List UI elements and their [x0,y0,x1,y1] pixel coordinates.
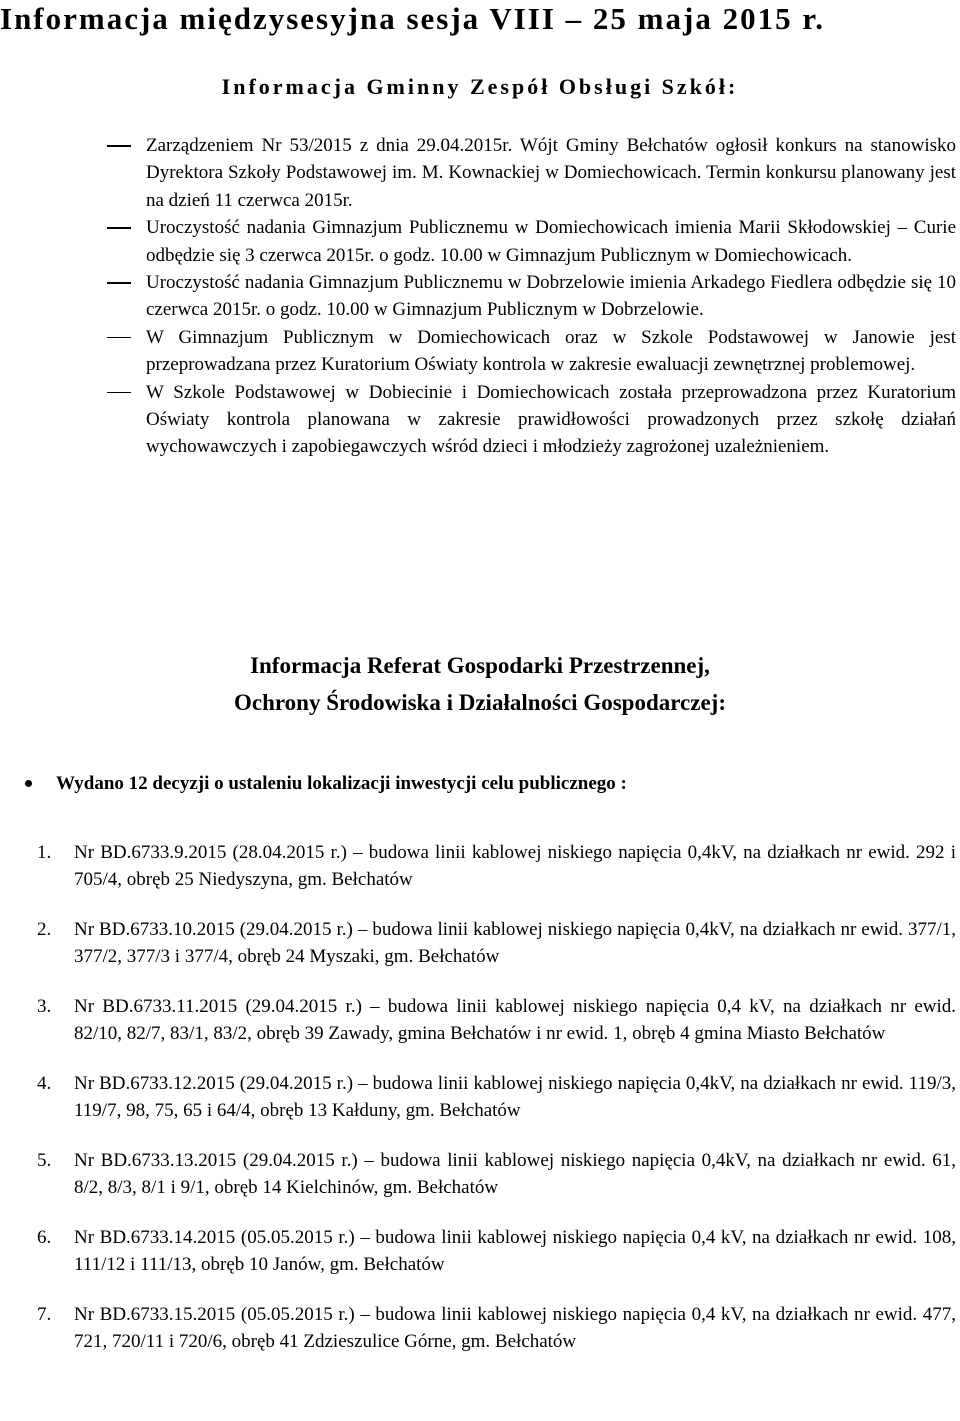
decision-number: 7. [37,1304,52,1325]
dash-marker [107,337,131,339]
list-item-text: Zarządzeniem Nr 53/2015 z dnia 29.04.2015r. Wójt Gminy Bełchatów ogłosił konkurs na stanowisko Dyrektora Szkoły Podstawowej im. M. Kownackiej w Domiechowicach. Termin konkursu planowany jest na dzień 11 czerwca 2015r. [146,135,956,211]
decision-item [0,994,960,1047]
decision-text: Nr BD.6733.13.2015 (29.04.2015 r.) – budowa linii kablowej niskiego napięcia 0,4kV, na działkach nr ewid. 61, 8/2, 8/3, 8/1 i 9/1, obręb 14 Kielchinów, gm. Bełchatów [74,1150,956,1198]
list-item [0,324,960,379]
decision-number: 4. [37,1073,52,1094]
decision-item [0,1225,960,1278]
list-item-text: W Szkole Podstawowej w Dobiecinie i Domiechowicach została przeprowadzona przez Kuratorium Oświaty kontrola planowana w zakresie prawidłowości prowadzonych przez szkołę działań wychowawczych i zapobiegawczych wśród dzieci i młodzieży zagrożonej uzależnieniem. [146,381,956,458]
decision-text: Nr BD.6733.9.2015 (28.04.2015 r.) – budowa linii kablowej niskiego napięcia 0,4kV, na działkach nr ewid. 292 i 705/4, obręb 25 Niedyszyna, gm. Bełchatów [74,842,956,890]
dash-marker [107,392,131,394]
decisions-summary-text: Wydano 12 decyzji o ustaleniu lokalizacji inwestycji celu publicznego : [56,773,627,794]
gzos-info-list [0,132,960,461]
decisions-list [0,840,960,1379]
list-item [0,214,960,269]
list-item [0,132,960,214]
decision-text: Nr BD.6733.12.2015 (29.04.2015 r.) – budowa linii kablowej niskiego napięcia 0,4kV, na działkach nr ewid. 119/3, 119/7, 98, 75, 65 i 64/4, obręb 13 Kałduny, gm. Bełchatów [74,1073,956,1121]
section-heading-gzos: Informacja Gminny Zespół Obsługi Szkół: [221,74,739,99]
dash-marker [107,227,131,229]
bullet-icon [25,780,32,787]
decision-text: Nr BD.6733.14.2015 (05.05.2015 r.) – budowa linii kablowej niskiego napięcia 0,4 kV, na działkach nr ewid. 108, 111/12 i 111/13, obręb 10 Janów, gm. Bełchatów [74,1227,956,1275]
dash-marker [107,282,131,284]
decision-number: 1. [37,842,52,863]
decision-text: Nr BD.6733.15.2015 (05.05.2015 r.) – budowa linii kablowej niskiego napięcia 0,4 kV, na działkach nr ewid. 477, 721, 720/11 i 720/6, obręb 41 Zdzieszulice Górne, gm. Bełchatów [74,1304,956,1352]
decision-item [0,1302,960,1355]
document-title: Informacja międzysesyjna sesja VIII – 25 maja 2015 r. [0,1,825,36]
list-item-text: Uroczystość nadania Gimnazjum Publicznemu w Dobrzelowie imienia Arkadego Fiedlera odbędzie się 10 czerwca 2015r. o godz. 10.00 w Gimnazjum Publicznym w Dobrzelowie. [146,272,956,321]
decision-text: Nr BD.6733.10.2015 (29.04.2015 r.) – budowa linii kablowej niskiego napięcia 0,4kV, na działkach nr ewid. 377/1, 377/2, 377/3 i 377/4, obręb 24 Myszaki, gm. Bełchatów [74,919,956,967]
decision-item [0,917,960,970]
decision-number: 5. [37,1150,52,1171]
decision-number: 3. [37,996,52,1017]
decision-item [0,1071,960,1124]
dash-marker [107,145,131,147]
list-item [0,379,960,461]
list-item-text: Uroczystość nadania Gimnazjum Publicznemu w Domiechowicach imienia Marii Skłodowskiej – Curie odbędzie się 3 czerwca 2015r. o godz. 10.00 w Gimnazjum Publicznym w Domiechowicach. [146,217,956,266]
section-heading-referat-line2: Ochrony Środowiska i Działalności Gospodarczej: [234,690,726,715]
list-item [0,269,960,324]
decision-item [0,1148,960,1201]
decision-number: 2. [37,919,52,940]
decision-number: 6. [37,1227,52,1248]
section-heading-referat-line1: Informacja Referat Gospodarki Przestrzennej, [250,653,710,678]
decision-text: Nr BD.6733.11.2015 (29.04.2015 r.) – budowa linii kablowej niskiego napięcia 0,4 kV, na działkach nr ewid. 82/10, 82/7, 83/1, 83/2, obręb 39 Zawady, gmina Bełchatów i nr ewid. 1, obręb 4 gmina Miasto Bełchatów [74,996,956,1044]
decision-item [0,840,960,893]
list-item-text: W Gimnazjum Publicznym w Domiechowicach oraz w Szkole Podstawowej w Janowie jest przeprowadzana przez Kuratorium Oświaty kontrola w zakresie ewaluacji zewnętrznej problemowej. [146,326,956,376]
